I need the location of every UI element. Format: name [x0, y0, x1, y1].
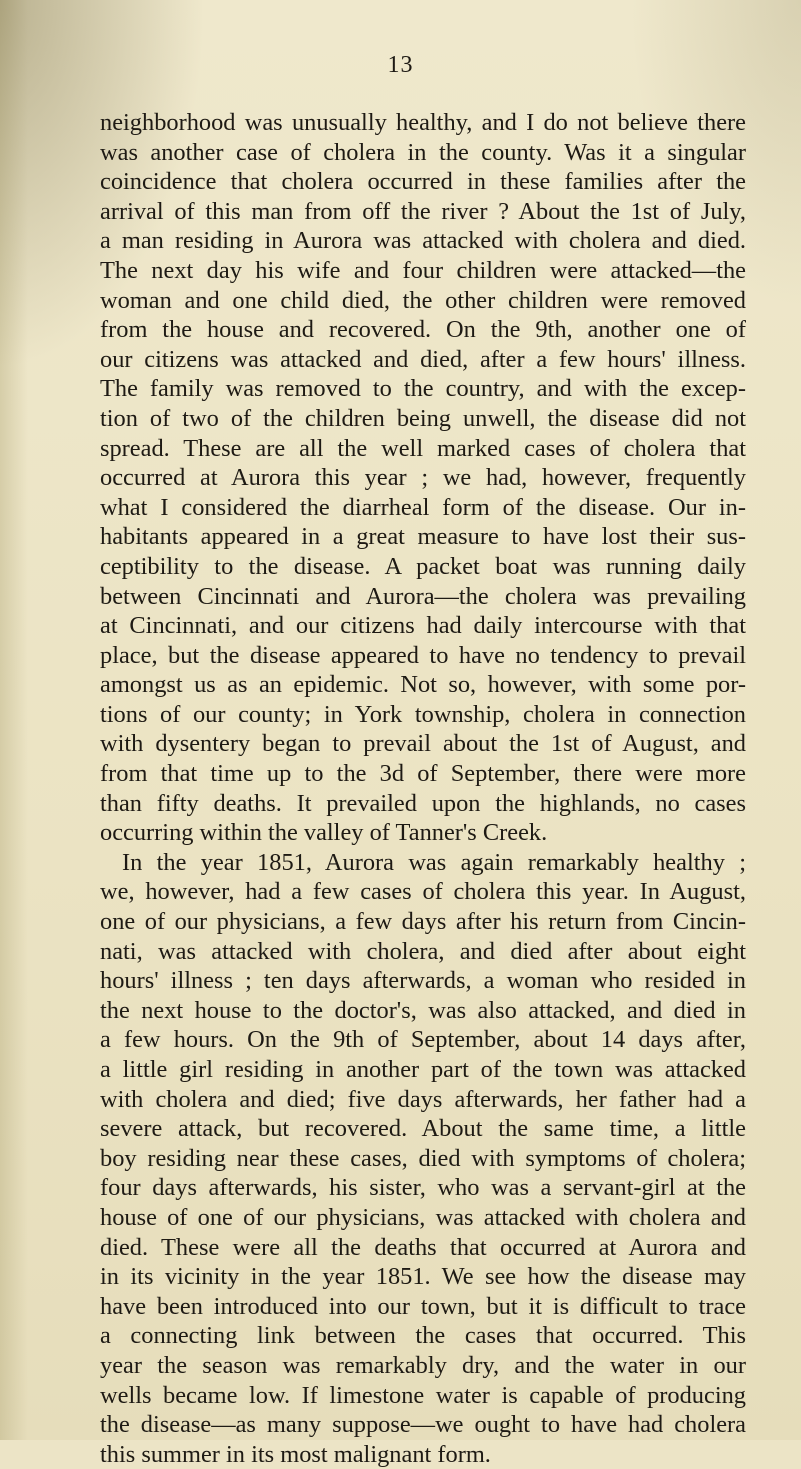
- text-line: arrival of this man from off the river ? About the 1st of July,: [100, 197, 746, 225]
- text-line: severe attack, but recovered. About the same time, a little: [100, 1115, 746, 1143]
- text-line: amongst us as an epidemic. Not so, however, with some por-: [100, 671, 746, 699]
- text-line: ceptibility to the disease. A packet boat was running daily: [100, 552, 746, 580]
- text-line: four days afterwards, his sister, who was a servant-girl at the: [100, 1174, 746, 1202]
- text-line: place, but the disease appeared to have no tendency to prevail: [100, 641, 746, 669]
- text-line: The next day his wife and four children were attacked—the: [100, 256, 746, 284]
- text-line: boy residing near these cases, died with symptoms of cholera;: [100, 1144, 746, 1172]
- text-line: neighborhood was unusually healthy, and I do not believe there: [100, 109, 746, 136]
- text-line: hours' illness ; ten days afterwards, a woman who resided in: [100, 967, 746, 995]
- text-line: the disease—as many suppose—we ought to have had cholera: [100, 1411, 746, 1439]
- text-line: wells became low. If limestone water is capable of producing: [100, 1381, 746, 1409]
- text-line: our citizens was attacked and died, after a few hours' illness.: [100, 345, 746, 373]
- text-line: nati, was attacked with cholera, and died after about eight: [100, 937, 746, 965]
- paragraph-start-line: In the year 1851, Aurora was again remarkably healthy ;: [122, 848, 746, 876]
- text-line: with cholera and died; five days afterwards, her father had a: [100, 1085, 746, 1113]
- text-line: have been introduced into our town, but it is difficult to trace: [100, 1292, 746, 1320]
- text-line: died. These were all the deaths that occurred at Aurora and: [100, 1233, 746, 1261]
- text-line: we, however, had a few cases of cholera this year. In August,: [100, 878, 746, 906]
- text-line: the next house to the doctor's, was also attacked, and died in: [100, 996, 746, 1024]
- text-line: woman and one child died, the other children were removed: [100, 286, 746, 314]
- paragraph-end-line: this summer in its most malignant form.: [100, 1440, 491, 1468]
- text-line: occurred at Aurora this year ; we had, however, frequently: [100, 464, 746, 492]
- text-line: spread. These are all the well marked cases of cholera that: [100, 434, 746, 462]
- text-line: what I considered the diarrheal form of the disease. Our in-: [100, 493, 746, 521]
- text-line: The family was removed to the country, and with the excep-: [100, 375, 746, 403]
- text-line: a few hours. On the 9th of September, about 14 days after,: [100, 1026, 746, 1054]
- page-number: 13: [387, 52, 414, 78]
- text-line: habitants appeared in a great measure to have lost their sus-: [100, 523, 746, 551]
- text-line: tion of two of the children being unwell, the disease did not: [100, 404, 746, 432]
- paragraph-end-line: occurring within the valley of Tanner's Creek.: [100, 819, 548, 847]
- text-line: at Cincinnati, and our citizens had daily intercourse with that: [100, 612, 746, 640]
- text-line: tions of our county; in York township, cholera in connection: [100, 700, 746, 728]
- text-line: a connecting link between the cases that occurred. This: [100, 1322, 746, 1350]
- text-line: one of our physicians, a few days after his return from Cincin-: [100, 908, 746, 936]
- body-text: [100, 108, 746, 1469]
- text-line: was another case of cholera in the county. Was it a singular: [100, 138, 746, 166]
- text-line: a man residing in Aurora was attacked with cholera and died.: [100, 227, 746, 255]
- text-line: from the house and recovered. On the 9th, another one of: [100, 316, 746, 344]
- text-line: from that time up to the 3d of September, there were more: [100, 760, 746, 788]
- text-line: coincidence that cholera occurred in these families after the: [100, 168, 746, 196]
- text-line: between Cincinnati and Aurora—the cholera was prevailing: [100, 582, 746, 610]
- text-line: in its vicinity in the year 1851. We see how the disease may: [100, 1263, 746, 1291]
- text-line: a little girl residing in another part of the town was attacked: [100, 1056, 746, 1083]
- text-line: than fifty deaths. It prevailed upon the highlands, no cases: [100, 789, 746, 817]
- text-line: house of one of our physicians, was attacked with cholera and: [100, 1203, 746, 1231]
- text-line: with dysentery began to prevail about the 1st of August, and: [100, 730, 746, 758]
- text-line: year the season was remarkably dry, and the water in our: [100, 1351, 746, 1379]
